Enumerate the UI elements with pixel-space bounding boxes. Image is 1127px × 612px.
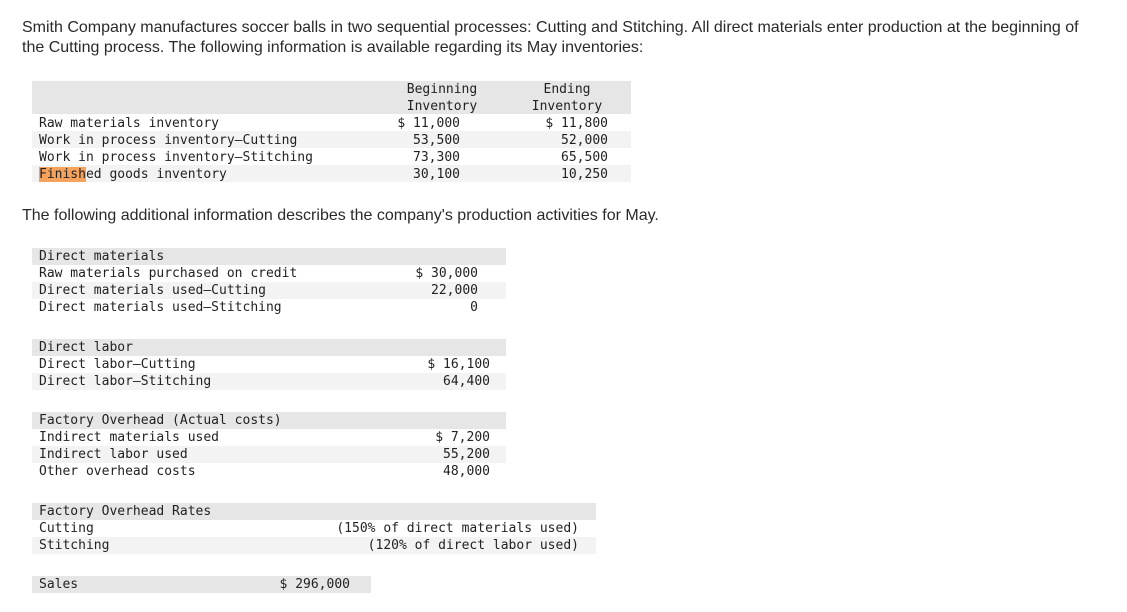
dl-row-value: 64,400 [443,374,490,389]
search-highlight: Finish [39,167,86,182]
foh-row-label: Indirect labor used [39,447,188,462]
ending-inventory-header: Ending Inventory [531,82,603,114]
factory-overhead-title: Factory Overhead (Actual costs) [39,413,282,428]
dm-row-value: $ 30,000 [415,266,478,281]
inventory-row-label: Work in process inventory—Cutting [39,133,298,148]
overhead-rates-title: Factory Overhead Rates [39,504,212,519]
dm-row-value: 22,000 [431,283,478,298]
rate-row-label: Stitching [39,538,110,553]
foh-row-value: 55,200 [443,447,490,462]
beginning-value: 53,500 [413,133,460,148]
beginning-value: $ 11,000 [397,116,460,131]
foh-row-label: Other overhead costs [39,464,196,479]
rate-row-label: Cutting [39,521,94,536]
dl-row-label: Direct labor—Cutting [39,357,196,372]
rate-row-value: (120% of direct labor used) [367,538,579,553]
dl-row-label: Direct labor—Stitching [39,374,212,389]
inventory-row-label: Finished goods inventory [39,167,227,182]
foh-row-value: 48,000 [443,464,490,479]
ending-value: $ 11,800 [545,116,608,131]
direct-materials-title: Direct materials [39,249,165,264]
ending-value: 10,250 [561,167,608,182]
dm-row-label: Raw materials purchased on credit [39,266,298,281]
rate-row-value: (150% of direct materials used) [336,521,579,536]
direct-labor-title: Direct labor [39,340,133,355]
sales-label: Sales [39,577,79,592]
dm-row-label: Direct materials used—Cutting [39,283,266,298]
dm-row-label: Direct materials used—Stitching [39,300,282,315]
dm-row-value: 0 [470,300,478,315]
inventory-row-label: Raw materials inventory [39,116,220,131]
beginning-inventory-header: Beginning Inventory [406,82,478,114]
dl-row-value: $ 16,100 [427,357,490,372]
inventory-row-label: Work in process inventory—Stitching [39,150,313,165]
additional-info-paragraph: The following additional information describes the company's production activities for May. [22,207,659,224]
sales-value: $ 296,000 [279,577,350,592]
ending-value: 52,000 [561,133,608,148]
foh-row-value: $ 7,200 [435,430,490,445]
intro-paragraph: Smith Company manufactures soccer balls in two sequential processes: Cutting and Stitching. All direct materials enter production at the beginning of the Cutting process. The following information is available regarding its May inventories: [22,19,1079,56]
foh-row-label: Indirect materials used [39,430,220,445]
ending-value: 65,500 [561,150,608,165]
beginning-value: 30,100 [413,167,460,182]
beginning-value: 73,300 [413,150,460,165]
